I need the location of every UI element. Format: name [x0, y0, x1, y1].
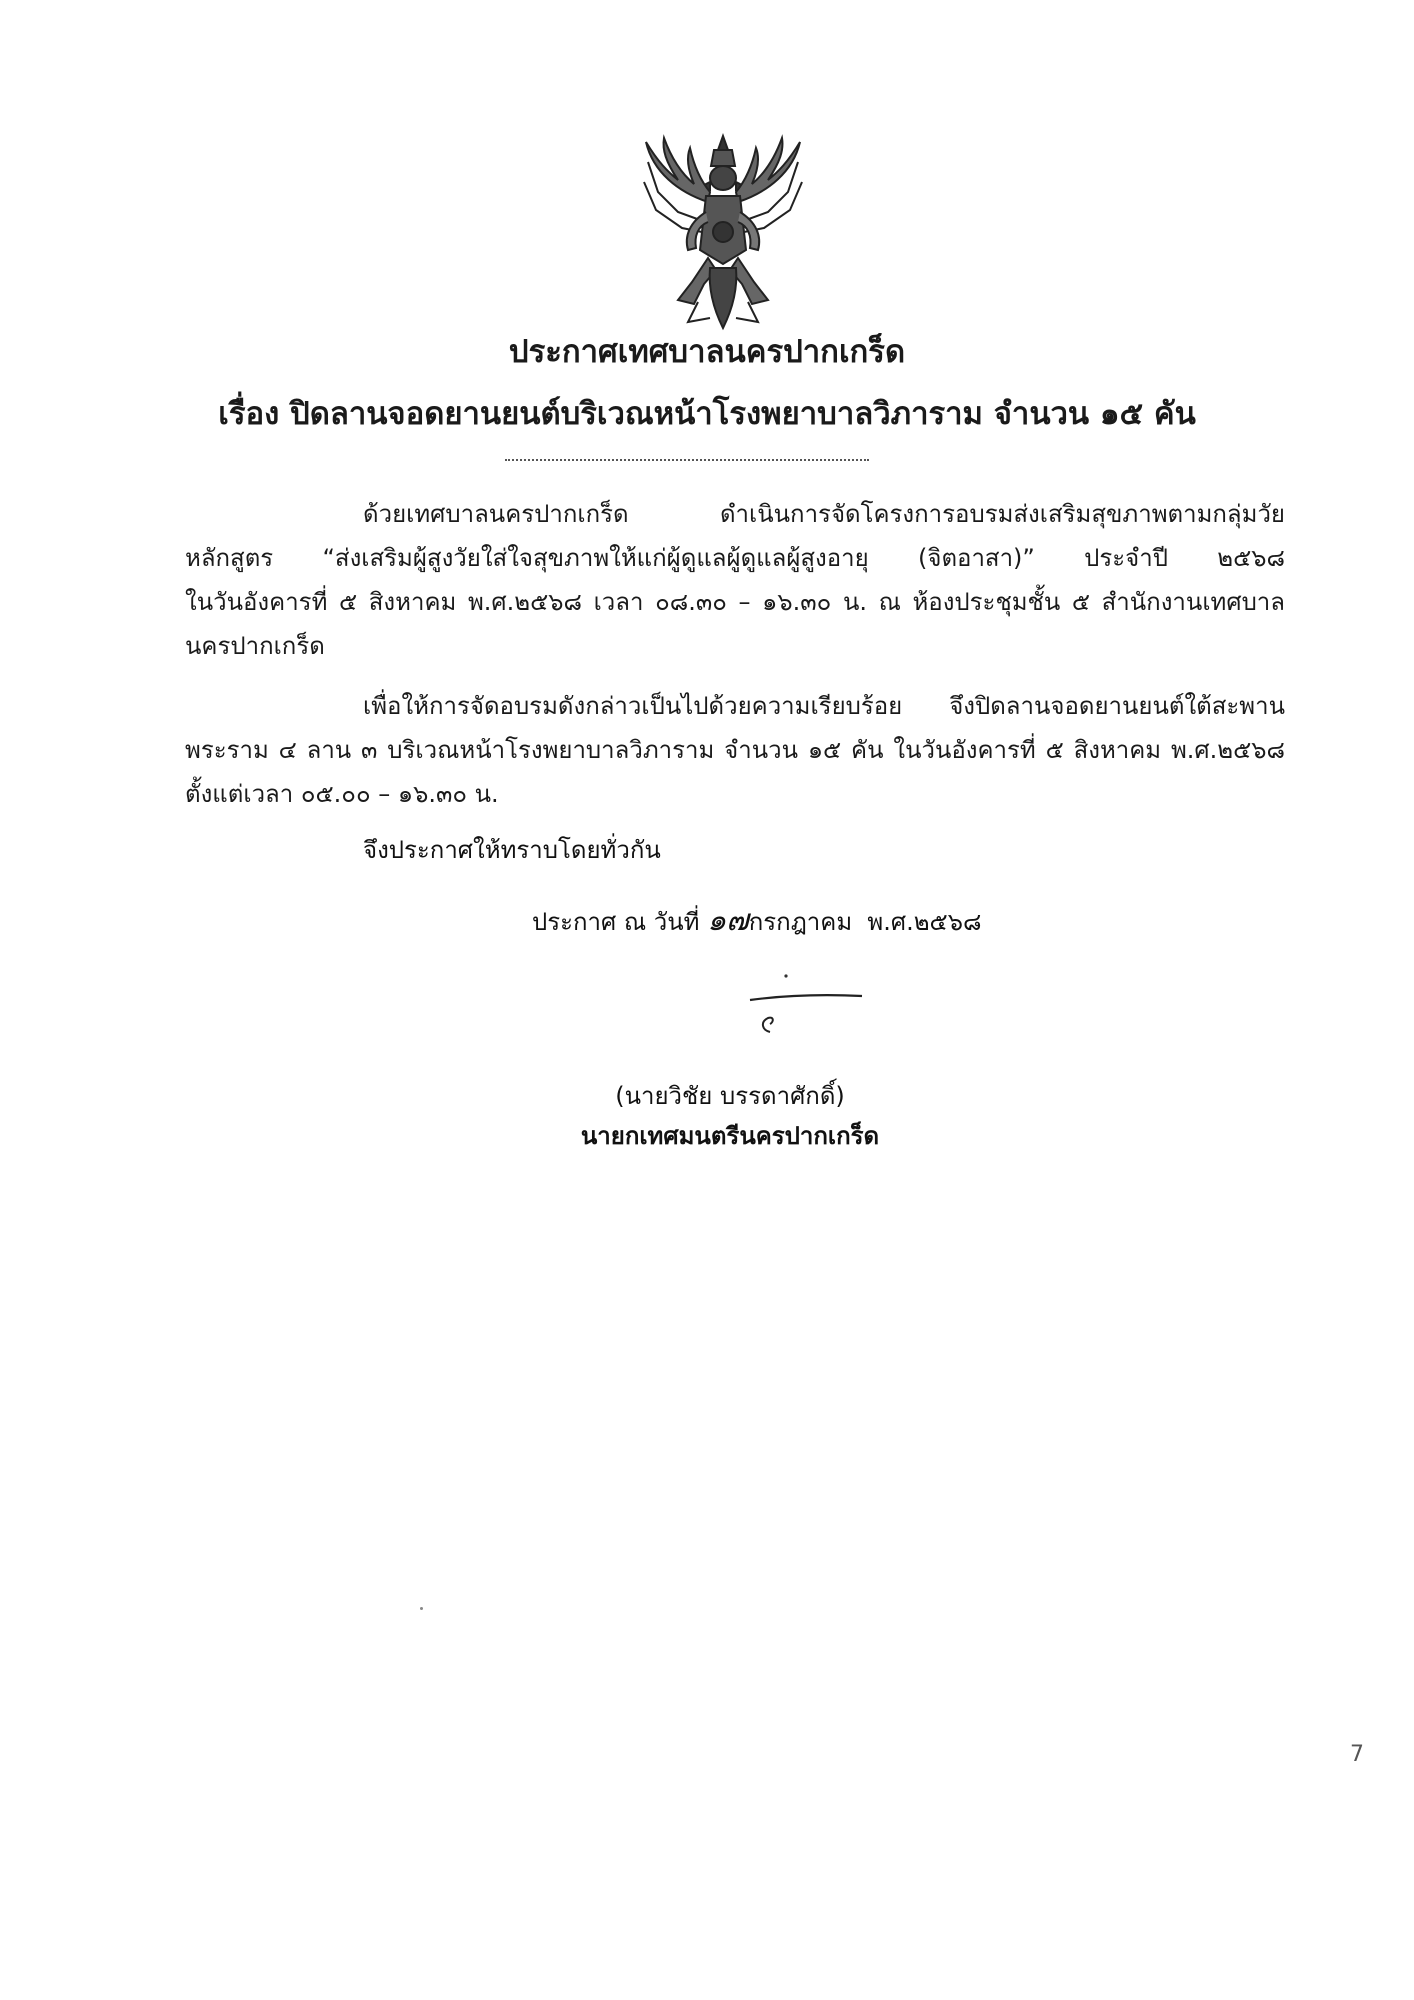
body-paragraph-1 — [185, 492, 1285, 668]
closing-statement: จึงประกาศให้ทราบโดยทั่วกัน — [363, 836, 661, 864]
announcement-date — [532, 897, 981, 944]
paragraph-line: นครปากเกร็ด — [185, 632, 325, 660]
paragraph-line: พระราม ๔ ลาน ๓ บริเวณหน้าโรงพยาบาลวิภาราม จำนวน ๑๕ คัน ในวันอังคารที่ ๕ สิงหาคม พ.ศ.๒๕๖๘ — [185, 736, 1285, 764]
body-paragraph-2 — [185, 684, 1285, 816]
date-year: พ.ศ.๒๕๖๘ — [867, 908, 982, 936]
signer-title: นายกเทศมนตรีนครปากเกร็ด — [580, 1122, 880, 1150]
scan-speck — [420, 1607, 423, 1610]
document-title: ประกาศเทศบาลนครปากเกร็ด — [508, 334, 906, 370]
paragraph-line: ตั้งแต่เวลา ๐๕.๐๐ – ๑๖.๓๐ น. — [185, 780, 499, 808]
date-month: กรกฎาคม — [748, 908, 853, 936]
date-prefix: ประกาศ ณ วันที่ — [532, 908, 700, 936]
garuda-emblem-icon — [638, 132, 808, 332]
paragraph-line: ในวันอังคารที่ ๕ สิงหาคม พ.ศ.๒๕๖๘ เวลา ๐๘.๓๐ – ๑๖.๓๐ น. ณ ห้องประชุมชั้น ๕ สำนักงานเทศบาล — [185, 588, 1285, 616]
document-subject: เรื่อง ปิดลานจอดยานยนต์บริเวณหน้าโรงพยาบาลวิภาราม จำนวน ๑๕ คัน — [218, 396, 1196, 432]
paragraph-line: เพื่อให้การจัดอบรมดังกล่าวเป็นไปด้วยความเรียบร้อย จึงปิดลานจอดยานยนต์ใต้สะพาน — [363, 692, 1285, 720]
paragraph-line: ด้วยเทศบาลนครปากเกร็ด ดำเนินการจัดโครงการอบรมส่งเสริมสุขภาพตามกลุ่มวัย — [363, 500, 1285, 528]
signer-name: (นายวิชัย บรรดาศักดิ์) — [615, 1082, 845, 1110]
title-divider — [505, 459, 869, 461]
page-mark: 7 — [1350, 1742, 1364, 1767]
date-day: ๑๗ — [707, 903, 749, 938]
paragraph-line: หลักสูตร “ส่งเสริมผู้สูงวัยใส่ใจสุขภาพให้แก่ผู้ดูแลผู้ดูแลผู้สูงอายุ (จิตอาสา)” ประจำปี ๒๕๖๘ — [185, 544, 1285, 572]
handwritten-signature — [740, 970, 880, 1050]
